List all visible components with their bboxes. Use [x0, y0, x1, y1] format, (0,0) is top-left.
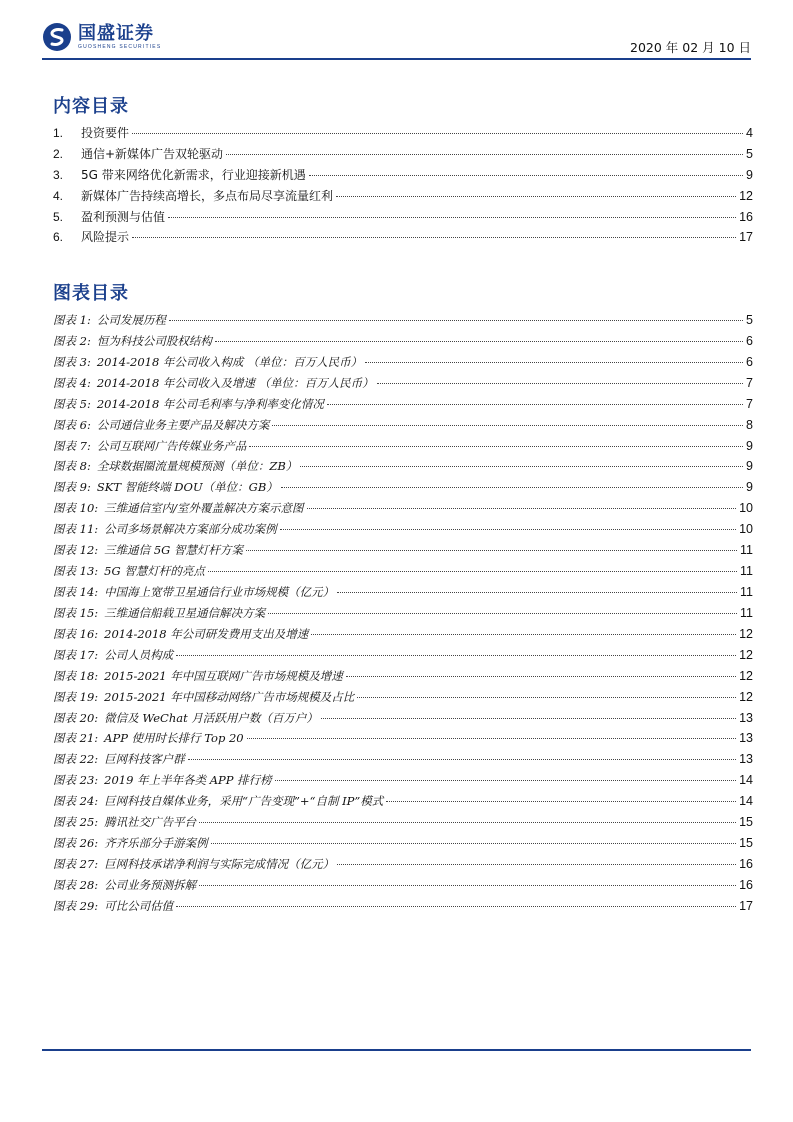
figure-dot-leader [337, 864, 736, 865]
toc-item-number: 6. [53, 230, 64, 245]
figure-label: 公司人员构成 [104, 647, 174, 662]
figure-page: 9 [746, 480, 753, 495]
figure-list-item[interactable] [53, 689, 753, 710]
figure-list-item[interactable] [53, 856, 753, 877]
figure-list-item[interactable] [53, 542, 753, 563]
figure-label: SKT 智能终端 DOU（单位：GB） [96, 480, 278, 495]
logo-chinese-name: 国盛证券 [78, 22, 154, 44]
figure-page: 6 [746, 333, 753, 348]
figure-label: 可比公司估值 [104, 898, 174, 913]
figure-list-item[interactable] [53, 312, 753, 333]
figure-page: 6 [746, 354, 753, 369]
figure-number: 图表 20: [53, 710, 99, 725]
figure-dot-leader [365, 362, 743, 363]
figure-list-item[interactable] [53, 333, 753, 354]
toc-title: 内容目录 [53, 96, 129, 117]
figure-label: 2014-2018 年公司毛利率与净利率变化情况 [96, 396, 324, 411]
figure-label: 巨网科技客户群 [104, 752, 185, 767]
figure-dot-leader [272, 425, 743, 426]
toc-item-page: 5 [746, 146, 753, 161]
figure-label: 2019 年上半年各类 APP 排行榜 [104, 773, 272, 788]
figure-page: 16 [739, 877, 753, 892]
figure-page: 11 [740, 543, 753, 558]
figure-list-item[interactable] [53, 584, 753, 605]
figure-label: 巨网科技自媒体业务，采用“广告变现”+“自制 IP”模式 [104, 794, 384, 809]
toc-item-number: 2. [53, 146, 64, 161]
figure-page: 12 [739, 668, 753, 683]
figure-number: 图表 26: [53, 836, 99, 851]
toc-list [53, 124, 753, 249]
toc-item-page: 17 [739, 230, 753, 245]
toc-item-page: 4 [746, 126, 753, 140]
figure-page: 16 [739, 856, 753, 871]
figure-list-item[interactable] [53, 898, 753, 919]
figure-dot-leader [321, 718, 736, 719]
figures-list [53, 312, 753, 919]
figure-number: 图表 12: [53, 543, 99, 558]
figure-list-item[interactable] [53, 479, 753, 500]
figure-label: 5G 智慧灯杆的亮点 [104, 564, 205, 579]
toc-dot-leader [226, 154, 743, 155]
toc-item-label: 风险提示 [81, 230, 130, 245]
figure-dot-leader [300, 466, 743, 467]
figure-dot-leader [357, 697, 736, 698]
figures-title: 图表目录 [53, 283, 129, 304]
figure-label: 中国海上宽带卫星通信行业市场规模（亿元） [104, 584, 335, 599]
figure-number: 图表 25: [53, 815, 99, 830]
figure-list-item[interactable] [53, 668, 753, 689]
toc-item[interactable] [53, 124, 753, 145]
figure-label: 公司发展历程 [96, 313, 166, 327]
toc-item-page: 12 [739, 188, 753, 203]
logo-english-name: GUOSHENG SECURITIES [78, 43, 162, 50]
figure-number: 图表 4: [53, 375, 91, 390]
figure-dot-leader [215, 341, 743, 342]
figure-dot-leader [199, 822, 736, 823]
figure-label: 公司业务预测拆解 [104, 877, 197, 892]
figure-label: 2015-2021 年中国互联网广告市场规模及增速 [104, 668, 343, 683]
figure-label: 2014-2018 年公司研发费用支出及增速 [104, 626, 309, 641]
figure-number: 图表 22: [53, 752, 99, 767]
figure-page: 13 [739, 710, 753, 725]
figure-label: 腾讯社交广告平台 [104, 815, 197, 830]
toc-item-number: 5. [53, 209, 64, 224]
figure-label: 三维通信船载卫星通信解决方案 [104, 605, 266, 620]
figure-list-item[interactable] [53, 563, 753, 584]
toc-item[interactable] [53, 166, 753, 187]
figure-number: 图表 11: [53, 522, 99, 537]
figure-number: 图表 10: [53, 501, 99, 516]
figure-label: 三维通信室内/室外覆盖解决方案示意图 [104, 501, 304, 516]
figure-dot-leader [377, 383, 743, 384]
toc-item[interactable] [53, 228, 753, 249]
figure-page: 15 [739, 836, 753, 851]
figure-list-item[interactable] [53, 793, 753, 814]
figure-dot-leader [386, 801, 736, 802]
toc-dot-leader [336, 196, 736, 197]
figure-number: 图表 7: [53, 438, 91, 453]
toc-item-page: 9 [746, 167, 753, 182]
figure-dot-leader [246, 550, 737, 551]
toc-item[interactable] [53, 208, 753, 229]
figure-dot-leader [169, 320, 743, 321]
figure-page: 7 [746, 396, 753, 411]
figure-dot-leader [188, 759, 736, 760]
figure-dot-leader [337, 592, 737, 593]
toc-item-label: 投资要件 [81, 126, 130, 140]
figure-label: 巨网科技承诺净利润与实际完成情况（亿元） [104, 856, 335, 871]
figure-dot-leader [208, 571, 737, 572]
figure-list-item[interactable] [53, 354, 753, 375]
figure-number: 图表 27: [53, 856, 99, 871]
figure-label: 公司多场景解决方案部分成功案例 [104, 522, 277, 537]
figure-number: 图表 5: [53, 396, 91, 411]
figure-page: 13 [739, 752, 753, 767]
figure-number: 图表 23: [53, 773, 99, 788]
figure-list-item[interactable] [53, 730, 753, 751]
figure-number: 图表 16: [53, 626, 99, 641]
toc-item-label: 通信+新媒体广告双轮驱动 [81, 146, 224, 161]
figure-page: 17 [739, 898, 753, 913]
figure-label: 2014-2018 年公司收入构成 （单位：百万人民币） [96, 354, 363, 369]
figure-dot-leader [176, 655, 736, 656]
figure-page: 5 [746, 313, 753, 327]
guosheng-logo-icon [42, 22, 72, 52]
figure-list-item[interactable] [53, 500, 753, 521]
toc-dot-leader [132, 133, 743, 134]
figure-label: 微信及 WeChat 月活跃用户数（百万户） [104, 710, 318, 725]
figure-number: 图表 28: [53, 877, 99, 892]
figure-page: 15 [739, 815, 753, 830]
figure-label: 恒为科技公司股权结构 [96, 333, 212, 348]
figure-dot-leader [281, 487, 743, 488]
figure-label: 齐齐乐部分手游案例 [104, 836, 208, 851]
footer-divider [42, 1049, 751, 1051]
figure-list-item[interactable] [53, 814, 753, 835]
figure-list-item[interactable] [53, 458, 753, 479]
toc-item[interactable] [53, 145, 753, 166]
figure-list-item[interactable] [53, 375, 753, 396]
figure-dot-leader [176, 906, 736, 907]
figure-list-item[interactable] [53, 438, 753, 459]
figure-dot-leader [311, 634, 736, 635]
figure-list-item[interactable] [53, 835, 753, 856]
figure-list-item[interactable] [53, 647, 753, 668]
figure-label: APP 使用时长排行 Top 20 [104, 731, 244, 746]
figure-list-item[interactable] [53, 710, 753, 731]
figure-number: 图表 6: [53, 417, 91, 432]
figure-number: 图表 19: [53, 689, 99, 704]
figure-dot-leader [307, 508, 737, 509]
figure-page: 11 [740, 564, 753, 579]
figure-number: 图表 14: [53, 584, 99, 599]
figure-list-item[interactable] [53, 877, 753, 898]
figure-list-item[interactable] [53, 751, 753, 772]
figure-number: 图表 2: [53, 333, 91, 348]
toc-dot-leader [309, 175, 743, 176]
figure-dot-leader [211, 843, 736, 844]
toc-dot-leader [168, 217, 736, 218]
toc-item-label: 5G 带来网络优化新需求，行业迎接新机遇 [81, 167, 306, 182]
figure-list-item[interactable] [53, 521, 753, 542]
figure-page: 10 [739, 501, 753, 516]
toc-item-number: 1. [53, 126, 64, 140]
toc-item-label: 新媒体广告持续高增长，多点布局尽享流量红利 [81, 188, 334, 203]
figure-page: 13 [739, 731, 753, 746]
figure-list-item[interactable] [53, 626, 753, 647]
figure-page: 14 [739, 773, 753, 788]
figure-number: 图表 8: [53, 459, 91, 474]
toc-item-label: 盈利预测与估值 [81, 209, 166, 224]
toc-item[interactable] [53, 187, 753, 208]
figure-label: 三维通信 5G 智慧灯杆方案 [104, 543, 243, 558]
figure-list-item[interactable] [53, 396, 753, 417]
figure-number: 图表 13: [53, 564, 99, 579]
figure-number: 图表 18: [53, 668, 99, 683]
figure-number: 图表 3: [53, 354, 91, 369]
figure-label: 公司互联网广告传媒业务产品 [96, 438, 247, 453]
toc-item-page: 16 [739, 209, 753, 224]
company-logo [42, 22, 161, 52]
figure-number: 图表 17: [53, 647, 99, 662]
figure-label: 公司通信业务主要产品及解决方案 [96, 417, 270, 432]
figure-page: 12 [739, 647, 753, 662]
figure-label: 2015-2021 年中国移动网络广告市场规模及占比 [104, 689, 355, 704]
figure-dot-leader [199, 885, 736, 886]
figure-number: 图表 1: [53, 313, 91, 327]
figure-label: 2014-2018 年公司收入及增速 （单位：百万人民币） [96, 375, 374, 390]
figure-number: 图表 15: [53, 605, 99, 620]
figure-dot-leader [327, 404, 743, 405]
figure-list-item[interactable] [53, 772, 753, 793]
figure-page: 7 [746, 375, 753, 390]
toc-dot-leader [132, 237, 736, 238]
figure-page: 8 [746, 417, 753, 432]
figure-number: 图表 29: [53, 898, 99, 913]
figure-number: 图表 24: [53, 794, 99, 809]
figure-list-item[interactable] [53, 605, 753, 626]
figure-page: 9 [746, 459, 753, 474]
figure-dot-leader [249, 446, 743, 447]
figure-dot-leader [268, 613, 737, 614]
toc-item-number: 4. [53, 188, 64, 203]
figure-dot-leader [346, 676, 736, 677]
figure-page: 11 [740, 605, 753, 620]
figure-number: 图表 9: [53, 480, 91, 495]
figure-page: 10 [739, 522, 753, 537]
figure-page: 12 [739, 626, 753, 641]
figure-page: 11 [740, 584, 753, 599]
figure-list-item[interactable] [53, 417, 753, 438]
page-header [42, 22, 751, 58]
figure-dot-leader [275, 780, 736, 781]
figure-dot-leader [280, 529, 736, 530]
figure-page: 9 [746, 438, 753, 453]
figure-dot-leader [247, 738, 736, 739]
figure-page: 12 [739, 689, 753, 704]
figure-number: 图表 21: [53, 731, 99, 746]
toc-item-number: 3. [53, 167, 64, 182]
figure-label: 全球数据圈流量规模预测（单位：ZB） [96, 459, 298, 474]
report-date: 2020 年 02 月 10 日 [630, 40, 751, 55]
header-divider [42, 58, 751, 60]
figure-page: 14 [739, 794, 753, 809]
